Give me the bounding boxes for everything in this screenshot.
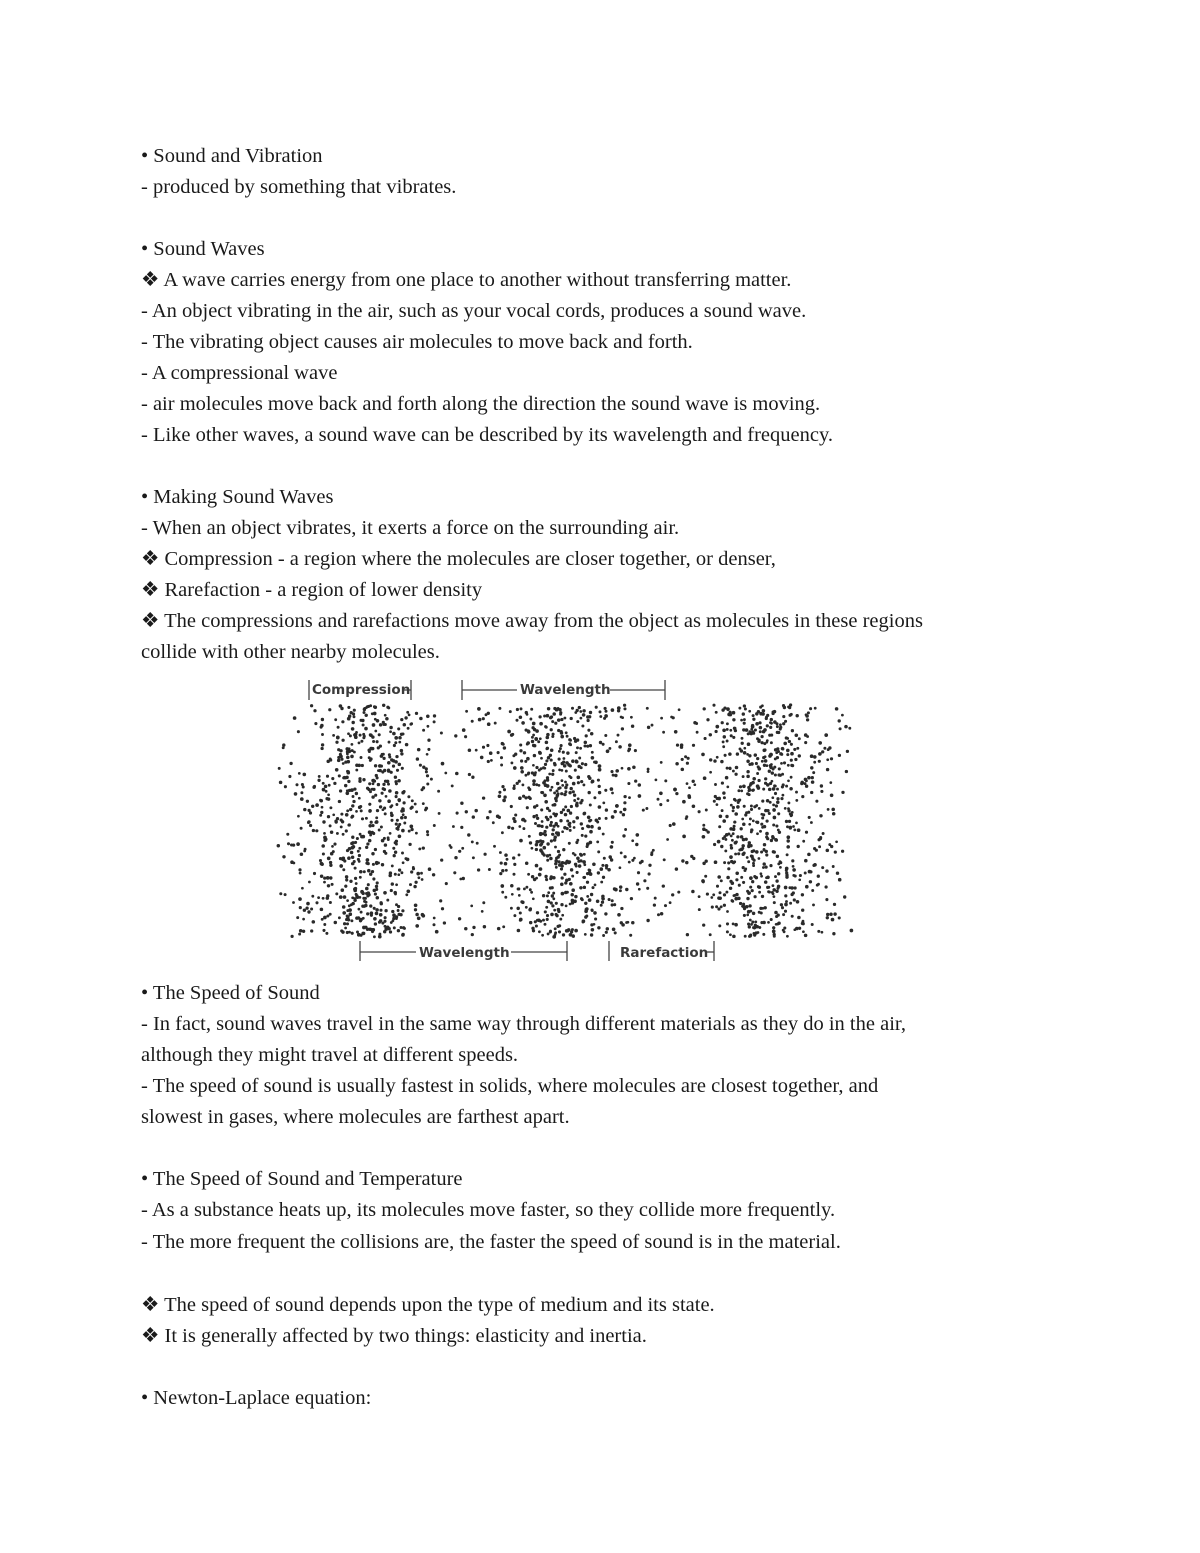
text-line: - In fact, sound waves travel in the same way through different materials as they do in the air,: [141, 1013, 907, 1035]
compression-rarefaction-figure: [274, 673, 858, 963]
molecule-dots: [277, 703, 854, 938]
text-line: - Like other waves, a sound wave can be described by its wavelength and frequency.: [141, 424, 833, 446]
text-line: ❖ A wave carries energy from one place to another without transferring matter.: [141, 269, 792, 291]
heading-making-sound-waves: • Making Sound Waves: [141, 486, 334, 508]
text-line: - produced by something that vibrates.: [141, 176, 457, 198]
heading-speed-and-temperature: • The Speed of Sound and Temperature: [141, 1168, 463, 1190]
wavelength-bottom-label: Wavelength: [419, 945, 510, 961]
text-line: - air molecules move back and forth along the direction the sound wave is moving.: [141, 393, 821, 415]
text-line: collide with other nearby molecules.: [141, 641, 440, 663]
text-line: ❖ Rarefaction - a region of lower density: [141, 579, 483, 601]
text-line: - The more frequent the collisions are, the faster the speed of sound is in the material.: [141, 1231, 841, 1253]
text-line: slowest in gases, where molecules are farthest apart.: [141, 1106, 570, 1128]
text-line: - As a substance heats up, its molecules move faster, so they collide more frequently.: [141, 1199, 836, 1221]
heading-newton-laplace: • Newton-Laplace equation:: [141, 1387, 372, 1409]
text-line: ❖ It is generally affected by two things: elasticity and inertia.: [141, 1325, 647, 1347]
compression-label: Compression: [312, 682, 411, 698]
text-line: - When an object vibrates, it exerts a force on the surrounding air.: [141, 517, 680, 539]
text-line: ❖ The compressions and rarefactions move away from the object as molecules in these regions: [141, 610, 923, 632]
text-line: ❖ Compression - a region where the molecules are closer together, or denser,: [141, 548, 776, 570]
rarefaction-label: Rarefaction: [620, 945, 709, 961]
heading-speed-of-sound: • The Speed of Sound: [141, 982, 320, 1004]
heading-sound-and-vibration: • Sound and Vibration: [141, 145, 323, 167]
wavelength-top-label: Wavelength: [520, 682, 611, 698]
text-line: - The vibrating object causes air molecules to move back and forth.: [141, 331, 693, 353]
text-line: - A compressional wave: [141, 362, 338, 384]
text-line: - An object vibrating in the air, such as your vocal cords, produces a sound wave.: [141, 300, 807, 322]
text-line: - The speed of sound is usually fastest in solids, where molecules are closest together, and: [141, 1075, 879, 1097]
heading-sound-waves: • Sound Waves: [141, 238, 265, 260]
text-line: although they might travel at different speeds.: [141, 1044, 519, 1066]
text-line: ❖ The speed of sound depends upon the type of medium and its state.: [141, 1294, 715, 1316]
